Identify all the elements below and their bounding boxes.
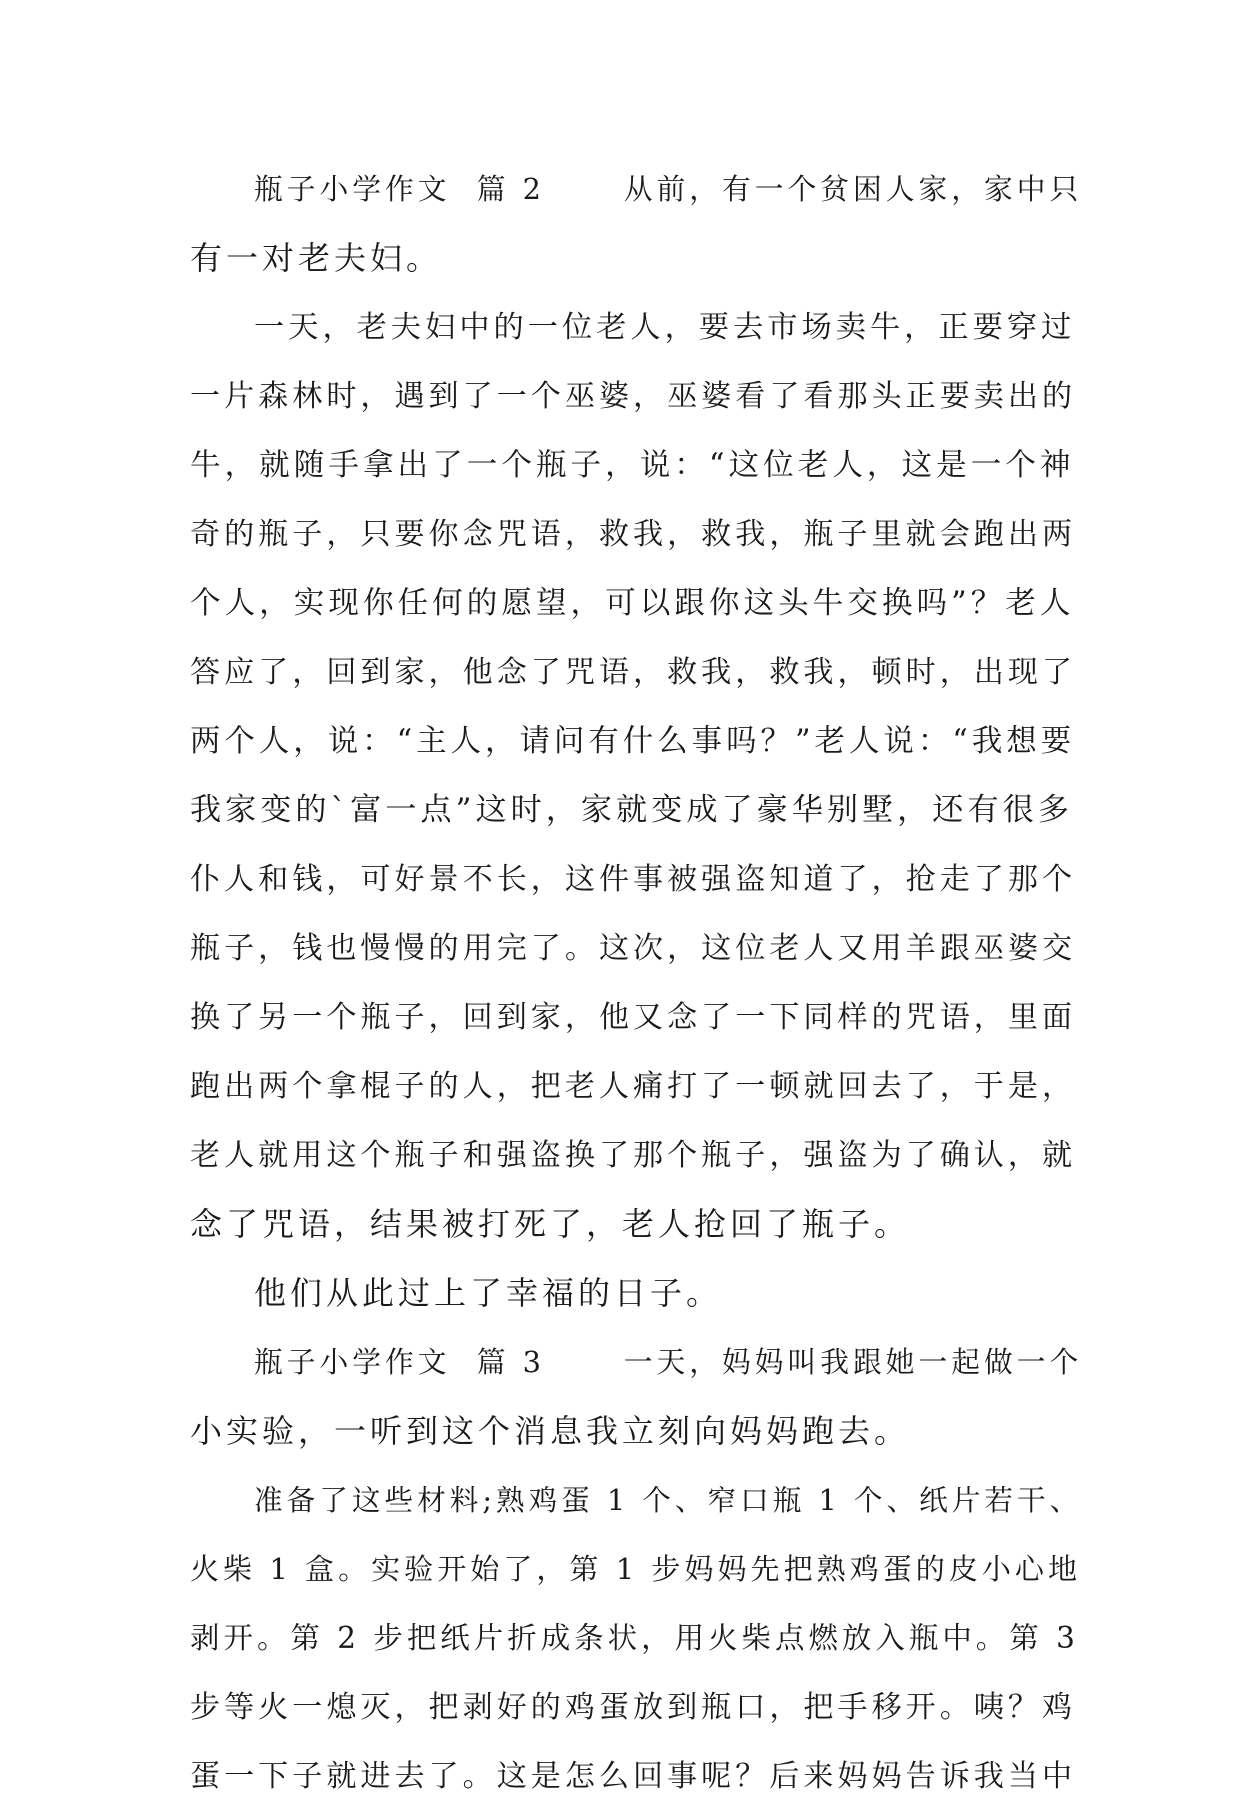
text-line: 一片森林时，遇到了一个巫婆，巫婆看了看那头正要卖出的 — [190, 379, 1077, 414]
text-line: 准备了这些材料;熟鸡蛋 1 个、窄口瓶 1 个、纸片若干、 — [254, 1483, 1083, 1517]
text-line: 小实验，一听到这个消息我立刻向妈妈跑去。 — [190, 1412, 911, 1450]
text-line: 蛋一下子就进去了。这是怎么回事呢？后来妈妈告诉我当中 — [190, 1759, 1077, 1794]
text-line: 瓶子小学作文 篇 2 从前，有一个贫困人家，家中只 — [254, 172, 1083, 206]
text-line: 仆人和钱，可好景不长，这件事被强盗知道了，抢走了那个 — [190, 862, 1077, 897]
text-line: 火柴 1 盒。实验开始了，第 1 步妈妈先把熟鸡蛋的皮小心地 — [190, 1552, 1082, 1586]
text-line: 瓶子，钱也慢慢的用完了。这次，这位老人又用羊跟巫婆交 — [190, 931, 1077, 966]
text-line: 有一对老夫妇。 — [190, 239, 443, 277]
text-line: 奇的瓶子，只要你念咒语，救我，救我，瓶子里就会跑出两 — [190, 517, 1077, 552]
document-body — [190, 155, 1083, 1811]
text-line: 换了另一个瓶子，回到家，他又念了一下同样的咒语，里面 — [190, 1000, 1077, 1035]
text-line: 两个人，说：“主人，请问有什么事吗？”老人说：“我想要 — [190, 724, 1076, 759]
text-line: 我家变的`富一点”这时，家就变成了豪华别墅，还有很多 — [190, 792, 1073, 828]
text-line: 他们从此过上了幸福的日子。 — [254, 1274, 723, 1312]
text-line: 牛，就随手拿出了一个瓶子，说：“这位老人，这是一个神 — [190, 448, 1075, 483]
text-line: 跑出两个拿棍子的人，把老人痛打了一顿就回去了，于是， — [190, 1069, 1077, 1104]
text-line: 老人就用这个瓶子和强盗换了那个瓶子，强盗为了确认，就 — [190, 1138, 1077, 1173]
text-line: 步等火一熄灭，把剥好的鸡蛋放到瓶口，把手移开。咦？鸡 — [190, 1690, 1077, 1725]
text-line: 答应了，回到家，他念了咒语，救我，救我，顿时，出现了 — [190, 655, 1077, 690]
text-line: 剥开。第 2 步把纸片折成条状，用火柴点燃放入瓶中。第 3 — [190, 1621, 1079, 1655]
text-line: 瓶子小学作文 篇 3 一天，妈妈叫我跟她一起做一个 — [254, 1345, 1083, 1379]
text-line: 个人，实现你任何的愿望，可以跟你这头牛交换吗”？老人 — [190, 586, 1075, 621]
text-line: 念了咒语，结果被打死了，老人抢回了瓶子。 — [190, 1205, 911, 1243]
text-line: 一天，老夫妇中的一位老人，要去市场卖牛，正要穿过 — [254, 310, 1076, 345]
